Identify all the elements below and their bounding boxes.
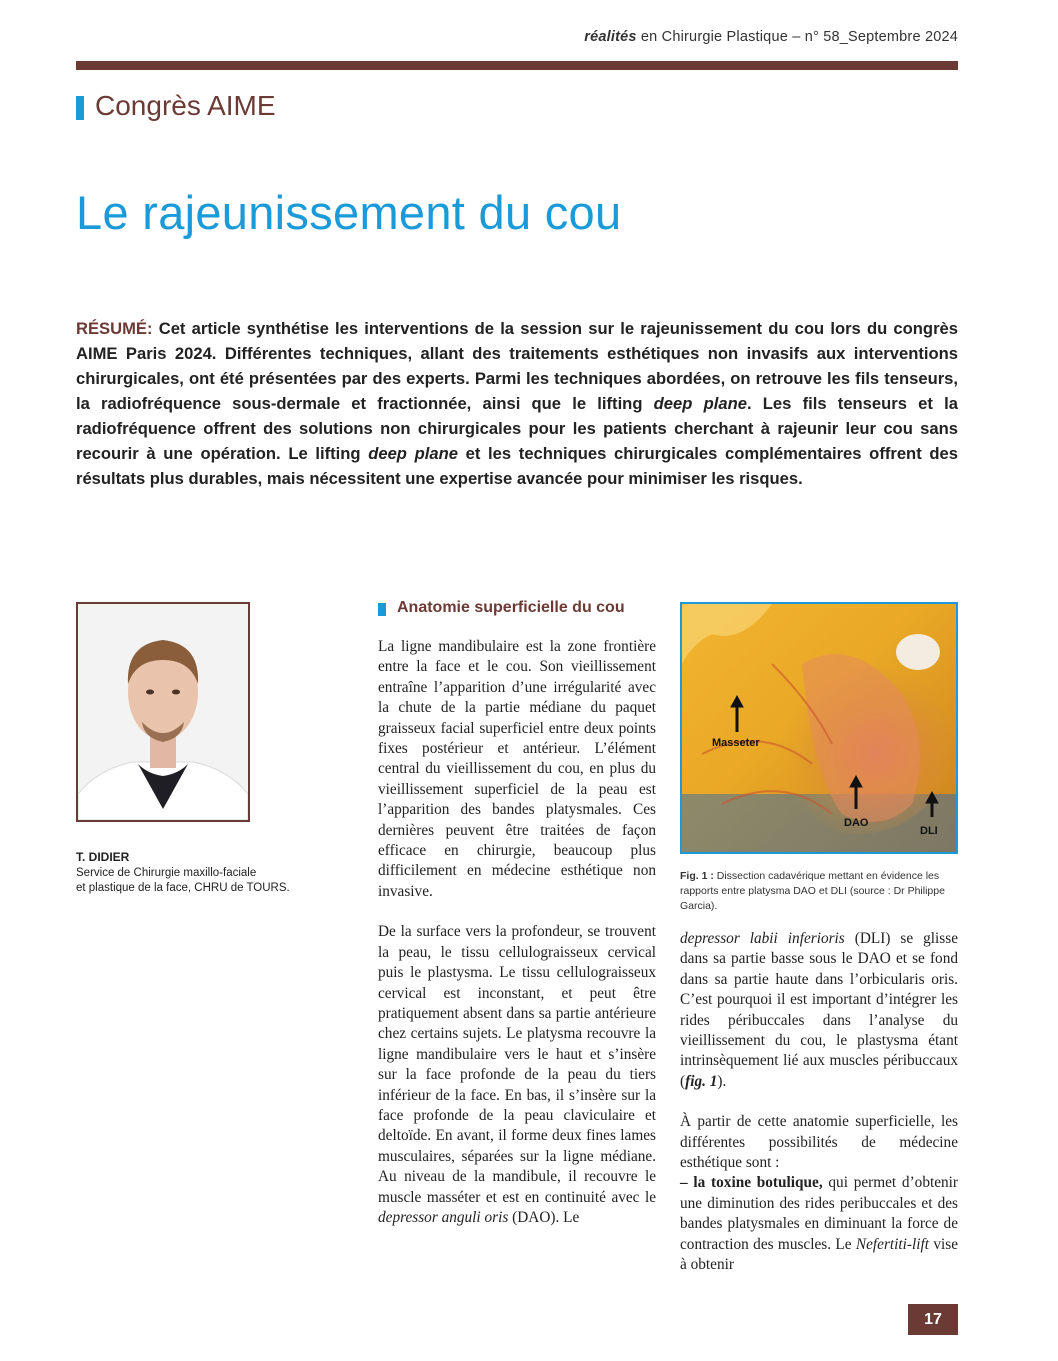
body-paragraph bbox=[378, 922, 656, 1228]
abstract-text-1: Cet article synthétise les interventions de la session sur le rajeunissement du cou lors du congrès AIME Paris 2024. Différentes techniques, allant des traitements esthétiques non invasifs aux interventions chirurgicales, ont été présentées par des experts. Parmi les techniques abordées, on retrouve les fils tenseurs, la radiofréquence sous-dermale et fractionnée, ainsi que le lifting bbox=[76, 319, 958, 413]
section-marker bbox=[76, 96, 84, 120]
body-column-right bbox=[680, 929, 958, 1276]
subhead-marker bbox=[378, 603, 386, 616]
header-rule bbox=[76, 61, 958, 70]
abstract-text-2: . Les fils tenseurs et la radiofréquence offrent des solutions non chirurgicales pour les patients cherchant à rajeunir leur cou sans recourir à une opération. Le lifting bbox=[76, 394, 958, 463]
affiliation-line: Service de Chirurgie maxillo-faciale bbox=[76, 867, 257, 879]
author-portrait bbox=[78, 604, 248, 820]
figure-caption-label: Fig. 1 : bbox=[680, 870, 714, 882]
page-number: 17 bbox=[908, 1304, 958, 1335]
body-text: (DAO). Le bbox=[508, 1208, 580, 1226]
body-paragraph: À partir de cette anatomie superficielle, les différentes possibilités de médecine esthétique sont : bbox=[680, 1113, 958, 1172]
body-bold: – la toxine botulique, bbox=[680, 1174, 823, 1192]
body-emphasis: depressor anguli oris bbox=[378, 1208, 509, 1226]
abstract bbox=[76, 316, 958, 491]
figure-caption bbox=[680, 869, 958, 914]
abstract-emphasis-1: deep plane bbox=[653, 394, 747, 413]
figure-image bbox=[680, 602, 958, 854]
figure-label-dao: DAO bbox=[844, 817, 869, 829]
body-paragraph bbox=[680, 929, 958, 1092]
body-text: ). bbox=[717, 1072, 727, 1090]
body-text: (DLI) se glisse dans sa partie basse sous le DAO et se fond dans sa partie haute dans l’orbicularis oris. C’est pourquoi il est important d’intégrer les rides péribuccales dans l’analyse du vieillissement du cou, le plastysma étant intrinsèquement lié aux muscles péribuccaux ( bbox=[680, 930, 958, 1090]
body-text: vise à obtenir bbox=[680, 1235, 959, 1274]
journal-name: réalités bbox=[584, 29, 637, 45]
body-paragraph: La ligne mandibulaire est la zone frontière entre la face et le cou. Son vieillissement entraîne l’apparition d’une irrégularité avec la chute de la partie médiane du paquet graisseux facial superficiel entre deux points fixes postérieur et antérieur. L’élément central du vieillissement du cou, en plus du vieillissement superficiel de la peau est l’apparition des bandes platysmales. Ces dernières peuvent être traitées de façon efficace en chirurgie, beaucoup plus difficilement en médecine esthétique non invasive. bbox=[378, 638, 656, 900]
author-name: T. DIDIER bbox=[76, 850, 130, 864]
article-title: Le rajeunissement du cou bbox=[76, 186, 622, 239]
figure-reference: fig. 1 bbox=[685, 1072, 718, 1090]
abstract-lead: RÉSUMÉ: bbox=[76, 319, 153, 338]
abstract-emphasis-2: deep plane bbox=[368, 444, 458, 463]
body-text: De la surface vers la profondeur, se trouvent la peau, le tissu cellulograisseux cervical puis le plastysma. Le tissu cellulograisseux cervical est inconstant, et peut être pratiquement absent dans sa partie antérieure chez certains sujets. Le platysma recouvre la ligne mandibulaire vers le haut et s’insère sur la face profonde de la peau du tiers inférieur de la face. En bas, il s’insère sur la face profonde de la peau claviculaire et deltoïde. En avant, il forme deux fines lames musculaires, séparées sur la ligne médiane. Au niveau de la mandibule, il recouvre le muscle masséter et est en continuité avec le bbox=[378, 923, 656, 1206]
dissection-photo bbox=[682, 604, 956, 852]
author-photo bbox=[76, 602, 250, 822]
figure-label-dli: DLI bbox=[920, 825, 938, 837]
affiliation-line: et plastique de la face, CHRU de TOURS. bbox=[76, 882, 290, 894]
body-paragraph bbox=[680, 1173, 958, 1275]
body-text: qui permet d’obtenir une diminution des rides peribuccales et des bandes platysmales en diminuant la force de contraction des muscles. Le bbox=[680, 1174, 958, 1253]
section-title: Congrès AIME bbox=[95, 90, 276, 121]
body-emphasis: Nefertiti-lift bbox=[855, 1235, 929, 1253]
abstract-text-3: et les techniques chirurgicales complémentaires offrent des résultats plus durables, mais nécessitent une expertise avancée pour minimiser les risques. bbox=[76, 444, 958, 488]
body-emphasis: depressor labii inferioris bbox=[680, 930, 845, 947]
figure-caption-text: Dissection cadavérique mettant en évidence les rapports entre platysma DAO et DLI (source : Dr Philippe Garcia). bbox=[680, 870, 945, 912]
author-affiliation bbox=[76, 866, 326, 896]
section-subheading: Anatomie superficielle du cou bbox=[397, 599, 625, 616]
running-header bbox=[560, 29, 958, 45]
issue-info: en Chirurgie Plastique – n° 58_Septembre 2024 bbox=[636, 29, 958, 45]
body-column-middle bbox=[378, 637, 656, 1228]
figure-label-masseter: Masseter bbox=[712, 737, 760, 749]
